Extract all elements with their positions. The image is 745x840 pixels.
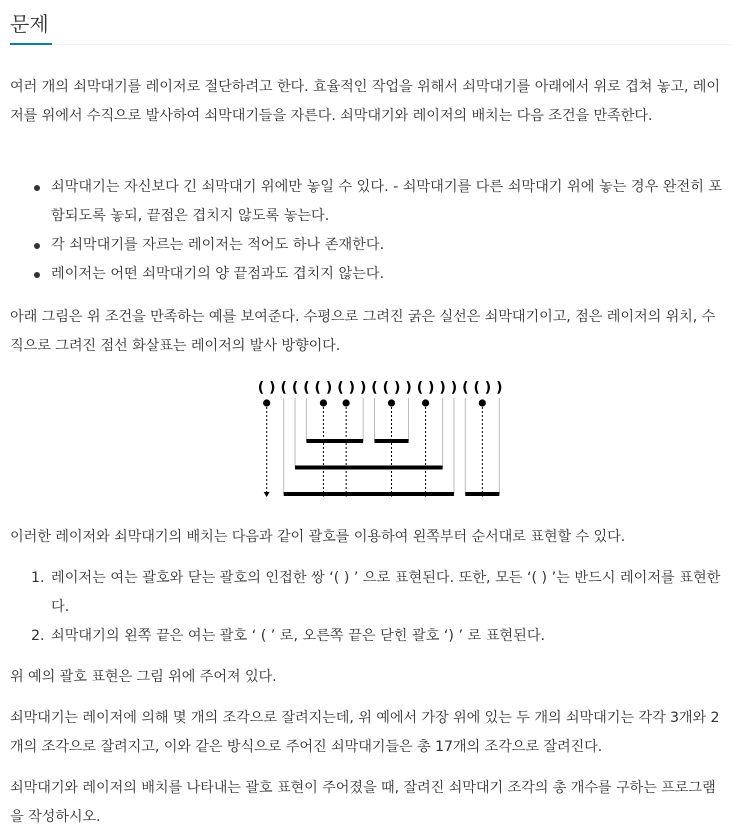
bracket-char: (: [473, 380, 480, 396]
bracket-char: ): [439, 380, 446, 396]
condition-item: 레이저는 어떤 쇠막대기의 양 끝점과도 겹치지 않는다.: [51, 260, 731, 289]
laser-point: [479, 399, 486, 406]
bracket-char: ): [348, 380, 356, 396]
paragraph-bracket-notation: 이러한 레이저와 쇠막대기의 배치는 다음과 같이 괄호를 이용하여 왼쪽부터 순서대로 표현할 수 있다.: [10, 529, 626, 545]
bracket-char: ): [484, 380, 492, 396]
bracket-char: ): [450, 380, 458, 396]
rule-number: 1.: [31, 570, 45, 586]
condition-item: 각 쇠막대기를 자르는 레이저는 적어도 하나 존재한다.: [51, 231, 731, 260]
bracket-char: ): [359, 380, 367, 396]
bracket-char: ): [428, 380, 435, 396]
bracket-char: ): [496, 380, 503, 396]
paragraph-example-note: 위 예의 괄호 표현은 그림 위에 주어져 있다.: [10, 669, 277, 685]
paragraph-figure-explanation: 아래 그림은 위 조건을 만족하는 예를 보여준다. 수평으로 그려진 굵은 실선은 쇠막대기이고, 점은 레이저의 위치, 수직으로 그려진 점선 화살표는 레이저의 발사 방향이다.: [10, 309, 716, 354]
laser-point: [388, 399, 395, 406]
condition-list: [51, 173, 731, 289]
laser-point: [343, 399, 350, 406]
title-divider: [10, 44, 732, 45]
bracket-char: (: [416, 380, 424, 396]
bracket-char: ): [325, 380, 333, 396]
bracket-char: (: [280, 380, 287, 396]
bracket-char: (: [337, 380, 344, 396]
laser-point: [320, 399, 327, 406]
title-accent-underline: [10, 43, 52, 45]
bracket-char: (: [462, 380, 469, 396]
laser-diagram: [246, 372, 516, 506]
laser-figure: [246, 372, 516, 510]
bracket-char: ): [393, 380, 401, 396]
notation-rule-item: [31, 564, 731, 622]
section-title: 문제: [10, 12, 49, 36]
laser-point: [422, 399, 429, 406]
bracket-char: (: [382, 380, 390, 396]
rule-text: 레이저는 여는 괄호와 닫는 괄호의 인접한 쌍 ‘( ) ’ 으로 표현된다. 또한, 모든 ‘( ) ’는 반드시 레이저를 표현한다.: [51, 570, 721, 615]
laser-point: [263, 399, 270, 406]
bracket-char: (: [257, 380, 265, 396]
bracket-char: ): [405, 380, 412, 396]
rule-text: 쇠막대기의 왼쪽 끝은 여는 괄호 ‘ ( ’ 로, 오른쪽 끝은 닫힌 괄호 ‘) ’ 로 표현된다.: [51, 628, 546, 644]
condition-item: 쇠막대기는 자신보다 긴 쇠막대기 위에만 놓일 수 있다. - 쇠막대기를 다른 쇠막대기 위에 놓는 경우 완전히 포함되도록 놓되, 끝점은 겹치지 않도록 놓는다.: [51, 173, 731, 231]
paragraph-example-result: 쇠막대기는 레이저에 의해 몇 개의 조각으로 잘려지는데, 위 예에서 가장 위에 있는 두 개의 쇠막대기는 각각 3개와 2개의 조각으로 잘려지고, 이와 같은 방식으로 주어진 쇠막대기들은 총 17개의 조각으로 잘려진다.: [10, 710, 720, 755]
notation-rules-list: [31, 564, 731, 651]
laser-arrowhead: [264, 492, 270, 497]
bracket-char: (: [314, 380, 321, 396]
paragraph-task: 쇠막대기와 레이저의 배치를 나타내는 괄호 표현이 주어졌을 때, 잘려진 쇠막대기 조각의 총 개수를 구하는 프로그램을 작성하시오.: [10, 780, 716, 825]
bracket-char: (: [371, 380, 378, 396]
notation-rule-item: [31, 622, 731, 651]
paragraph-intro: 여러 개의 쇠막대기를 레이저로 절단하려고 한다. 효율적인 작업을 위해서 쇠막대기를 아래에서 위로 겹쳐 놓고, 레이저를 위에서 수직으로 발사하여 쇠막대기들을 자른다. 쇠막대기와 레이저의 배치는 다음 조건을 만족한다.: [10, 79, 721, 124]
bracket-char: (: [291, 380, 299, 396]
bracket-char: ): [269, 380, 276, 396]
bracket-char: (: [303, 380, 310, 396]
rule-number: 2.: [31, 628, 45, 644]
